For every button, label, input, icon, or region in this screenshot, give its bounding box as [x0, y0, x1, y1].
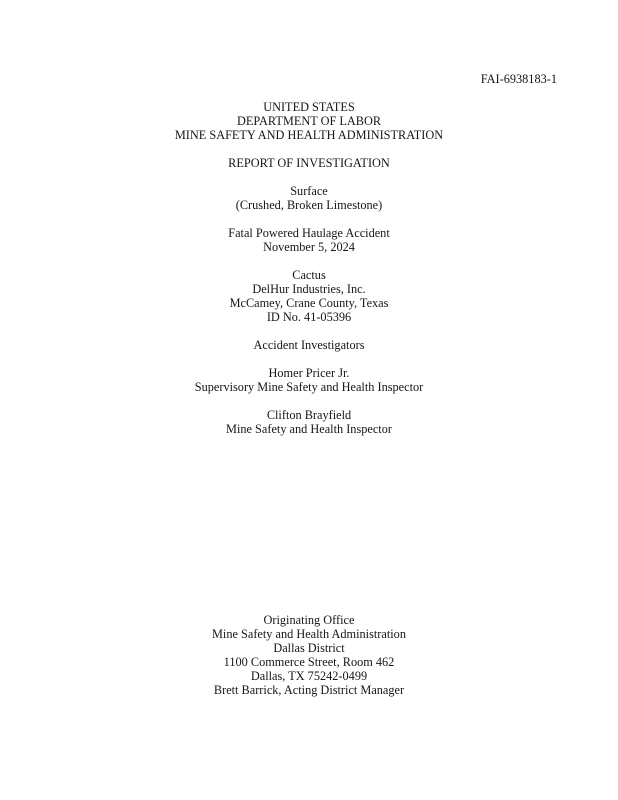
accident-block: [0, 226, 618, 254]
agency-header-line-3: MINE SAFETY AND HEALTH ADMINISTRATION: [174, 128, 444, 142]
mine-classification-block: [0, 184, 618, 212]
investigators-heading: Accident Investigators: [253, 338, 365, 352]
accident-description: Fatal Powered Haulage Accident: [228, 226, 390, 240]
agency-header-line-2: DEPARTMENT OF LABOR: [236, 114, 382, 128]
mine-id: ID No. 41-05396: [266, 310, 352, 324]
mine-operator: DelHur Industries, Inc.: [252, 282, 366, 296]
originating-office-agency: Mine Safety and Health Administration: [212, 627, 406, 641]
mine-commodity: (Crushed, Broken Limestone): [235, 198, 383, 212]
originating-office-heading: Originating Office: [263, 613, 355, 627]
originating-office-manager: Brett Barrick, Acting District Manager: [213, 683, 405, 697]
investigator-title: Mine Safety and Health Inspector: [226, 422, 392, 436]
mine-info-block: [0, 268, 618, 324]
investigator-name: Homer Pricer Jr.: [268, 366, 350, 380]
report-title: REPORT OF INVESTIGATION: [228, 156, 390, 170]
mine-type: Surface: [290, 184, 328, 198]
investigators-heading-block: [0, 338, 618, 352]
originating-office-block: [0, 613, 618, 697]
investigator-1: [0, 366, 618, 394]
document-number: FAI-6938183-1: [480, 72, 557, 86]
originating-office-address-1: 1100 Commerce Street, Room 462: [223, 655, 395, 669]
agency-header-line-1: UNITED STATES: [263, 100, 355, 114]
investigator-title: Supervisory Mine Safety and Health Inspector: [194, 380, 424, 394]
investigator-name: Clifton Brayfield: [266, 408, 352, 422]
originating-office-district: Dallas District: [273, 641, 345, 655]
originating-office-address-2: Dallas, TX 75242-0499: [250, 669, 368, 683]
mine-name: Cactus: [292, 268, 326, 282]
investigator-2: [0, 408, 618, 436]
agency-header: [0, 100, 618, 142]
report-title-block: [0, 156, 618, 170]
mine-location: McCamey, Crane County, Texas: [229, 296, 389, 310]
accident-date: November 5, 2024: [263, 240, 355, 254]
